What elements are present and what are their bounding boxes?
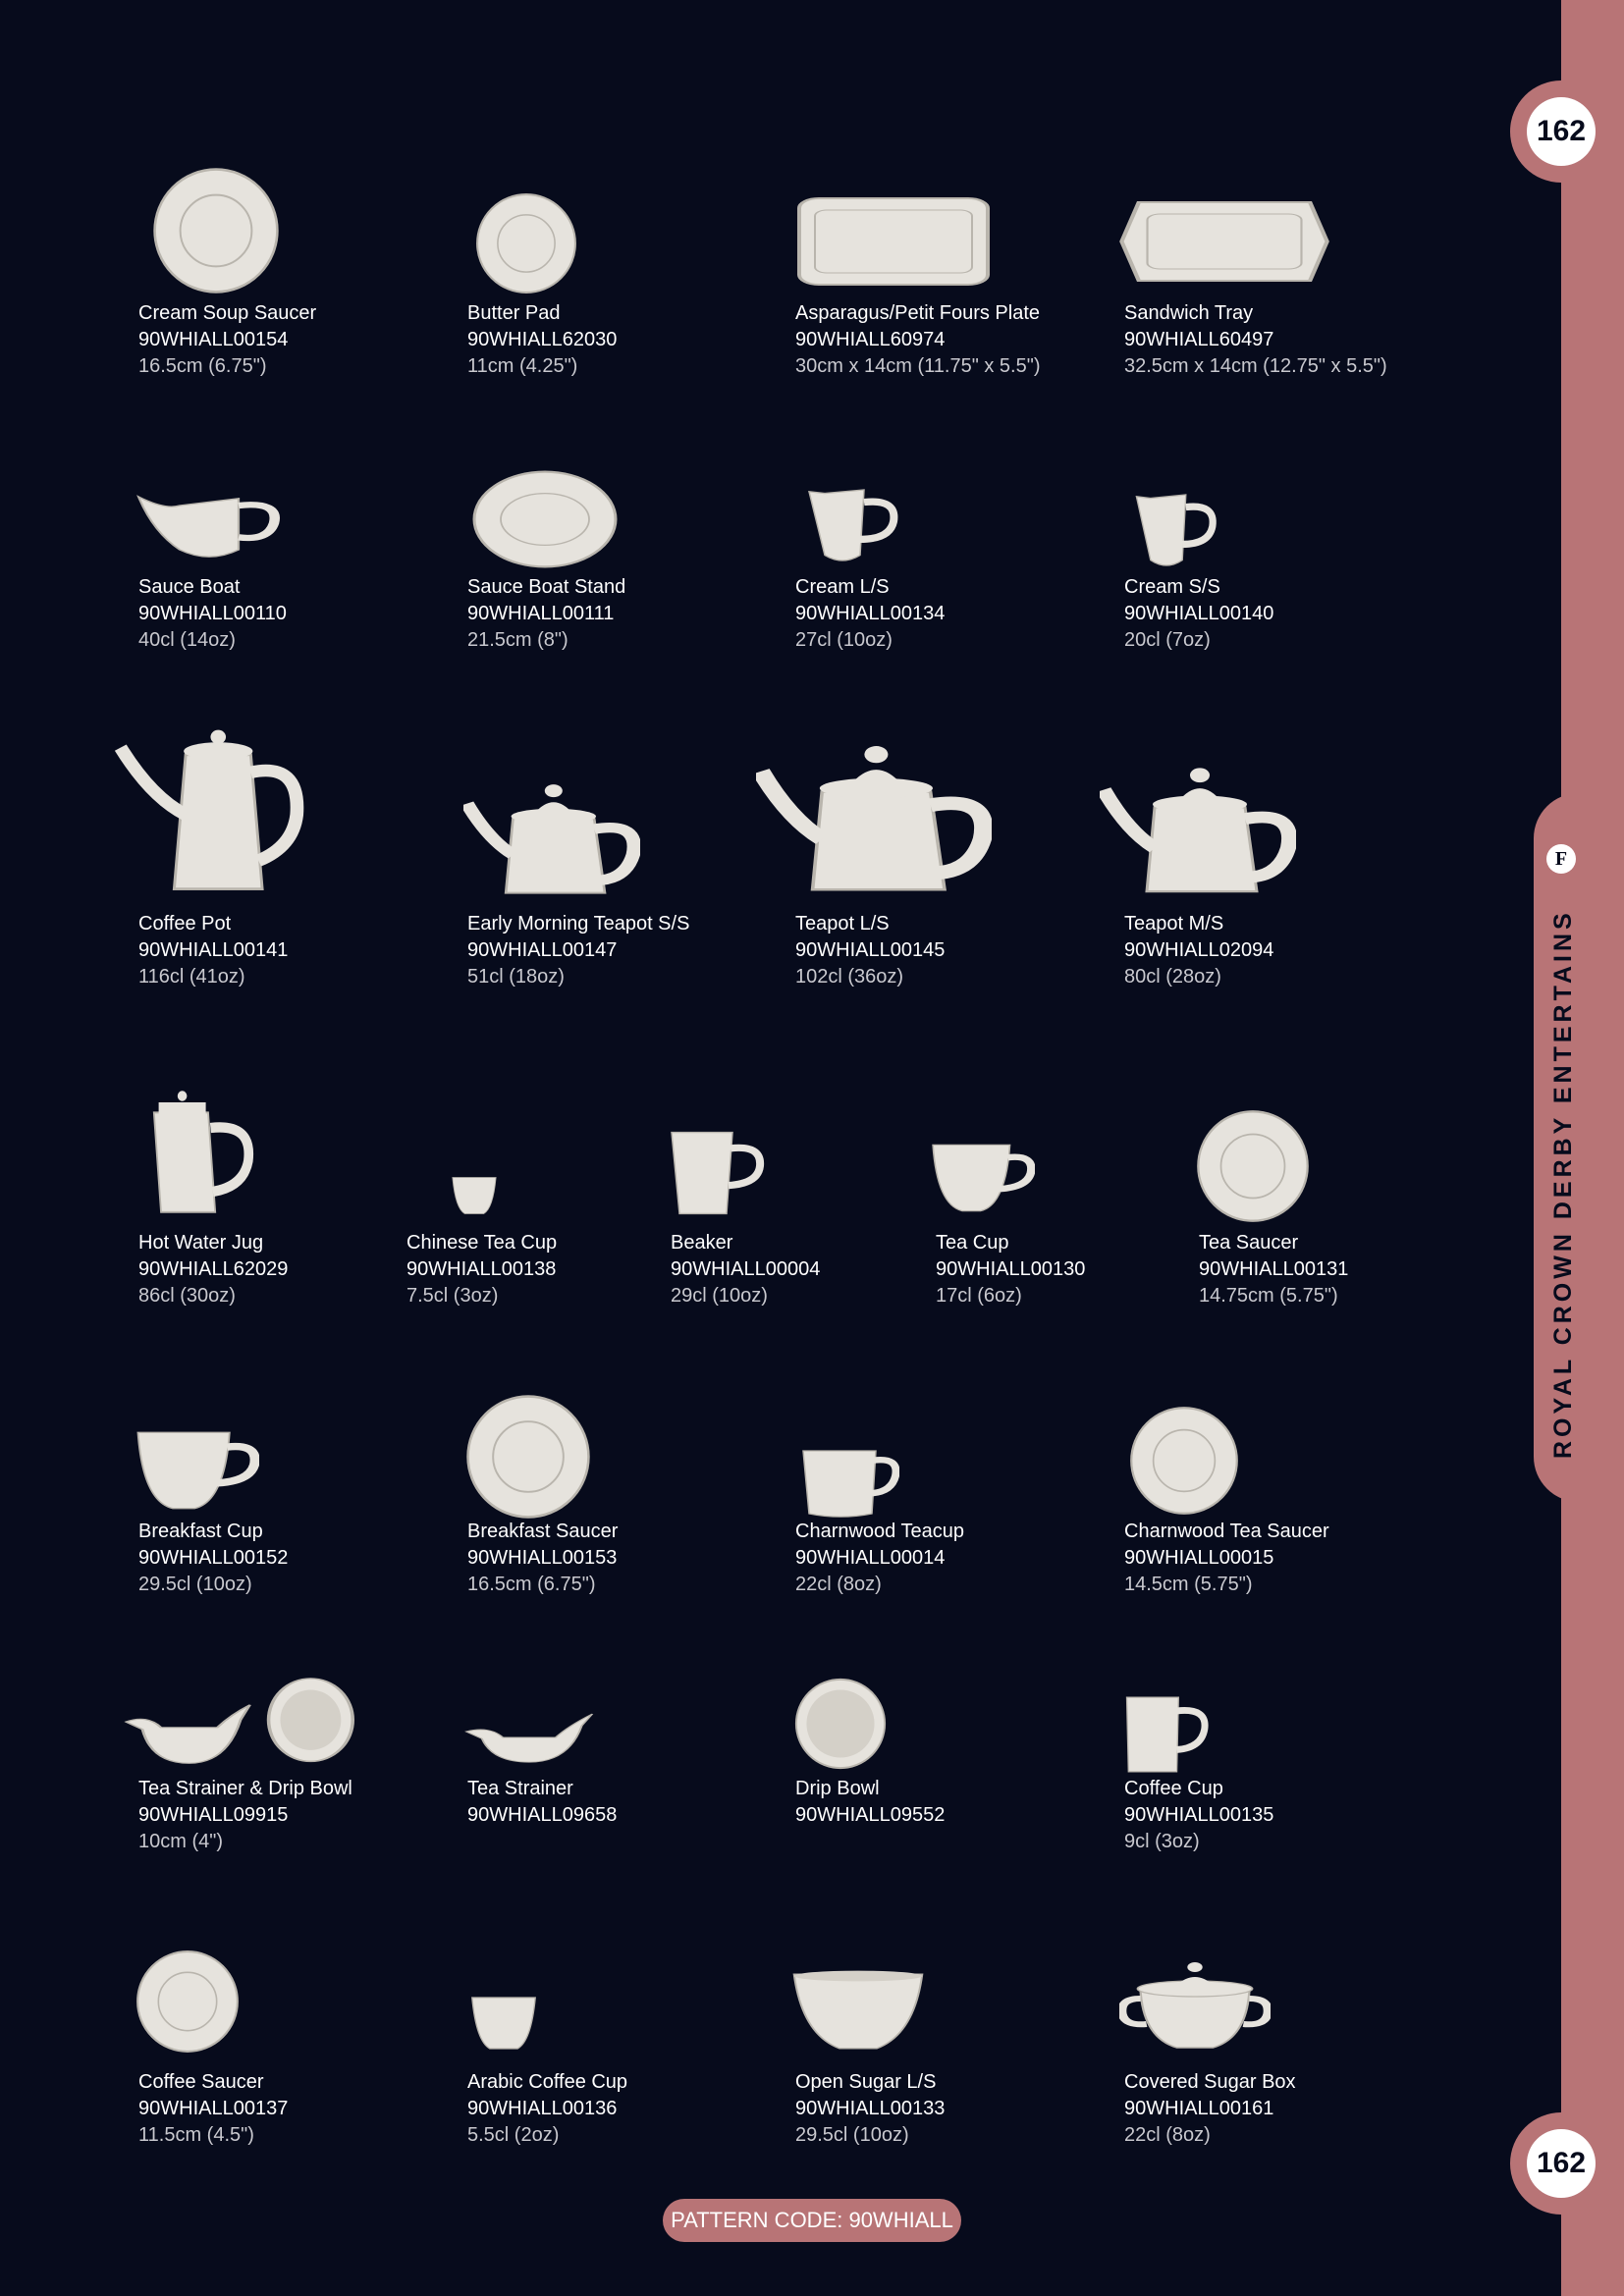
pattern-code-badge: PATTERN CODE: 90WHIALL (663, 2199, 961, 2242)
product-name: Butter Pad (467, 302, 561, 324)
product-name: Cream Soup Saucer (138, 302, 317, 324)
product-name: Sauce Boat (138, 576, 241, 598)
product-name: Early Morning Teapot S/S (467, 913, 690, 934)
strainer-icon (463, 1708, 595, 1767)
product-size: 9cl (3oz) (1124, 1831, 1200, 1852)
product-size: 116cl (41oz) (138, 966, 245, 988)
saucer-icon (465, 1394, 591, 1520)
product-size: 10cm (4") (138, 1831, 224, 1852)
product-size: 11.5cm (4.5") (138, 2124, 254, 2146)
product-code: 90WHIALL00110 (138, 603, 287, 624)
product-name: Cream S/S (1124, 576, 1220, 598)
product-name: Tea Strainer (467, 1778, 573, 1799)
product-size: 30cm x 14cm (11.75" x 5.5") (795, 355, 1041, 377)
product-size: 80cl (28oz) (1124, 966, 1221, 988)
product-size: 29.5cl (10oz) (138, 1574, 252, 1595)
product-name: Coffee Saucer (138, 2071, 264, 2093)
product-code: 90WHIALL00004 (671, 1258, 821, 1280)
rect-plate-icon (795, 192, 992, 291)
product-name: Coffee Cup (1124, 1778, 1223, 1799)
product-size: 40cl (14oz) (138, 629, 236, 651)
product-size: 29cl (10oz) (671, 1285, 768, 1307)
strainer-and-bowl-icon (124, 1677, 357, 1771)
small-plate-icon (475, 192, 577, 294)
product-code: 90WHIALL00145 (795, 939, 946, 961)
product-name: Beaker (671, 1232, 733, 1254)
drip-bowl-icon (793, 1677, 888, 1771)
product-code: 90WHIALL00135 (1124, 1804, 1274, 1826)
product-name: Open Sugar L/S (795, 2071, 937, 2093)
product-name: Arabic Coffee Cup (467, 2071, 628, 2093)
teapot-icon (463, 775, 640, 903)
product-code: 90WHIALL09658 (467, 1804, 618, 1826)
saucer-icon (152, 167, 280, 294)
sugar-box-icon (1119, 1955, 1271, 2054)
product-code: 90WHIALL60497 (1124, 329, 1274, 350)
product-code: 90WHIALL00133 (795, 2098, 946, 2119)
straight-cup-icon (801, 1443, 899, 1522)
tea-cup-icon (931, 1139, 1035, 1217)
sauce-boat-icon (135, 479, 283, 567)
product-code: 90WHIALL02094 (1124, 939, 1274, 961)
product-code: 90WHIALL62030 (467, 329, 618, 350)
product-size: 17cl (6oz) (936, 1285, 1022, 1307)
product-size: 22cl (8oz) (1124, 2124, 1211, 2146)
product-code: 90WHIALL00140 (1124, 603, 1274, 624)
product-code: 90WHIALL00154 (138, 329, 289, 350)
product-name: Covered Sugar Box (1124, 2071, 1296, 2093)
product-name: Tea Cup (936, 1232, 1009, 1254)
product-code: 90WHIALL00141 (138, 939, 289, 961)
product-name: Teapot L/S (795, 913, 890, 934)
creamer-icon (803, 481, 901, 569)
product-code: 90WHIALL62029 (138, 1258, 289, 1280)
product-name: Coffee Pot (138, 913, 232, 934)
product-code: 90WHIALL00161 (1124, 2098, 1274, 2119)
product-size: 7.5cl (3oz) (406, 1285, 499, 1307)
product-size: 14.75cm (5.75") (1199, 1285, 1338, 1307)
product-code: 90WHIALL00111 (467, 603, 615, 624)
product-size: 21.5cm (8") (467, 629, 568, 651)
product-code: 90WHIALL00153 (467, 1547, 618, 1569)
product-name: Tea Strainer & Drip Bowl (138, 1778, 352, 1799)
product-name: Charnwood Teacup (795, 1521, 964, 1542)
product-size: 86cl (30oz) (138, 1285, 236, 1307)
teapot-icon (756, 734, 992, 903)
oval-stand-icon (471, 465, 619, 573)
hot-water-jug-icon (137, 1090, 255, 1217)
open-bowl-icon (791, 1967, 925, 2056)
product-size: 51cl (18oz) (467, 966, 565, 988)
product-size: 20cl (7oz) (1124, 629, 1211, 651)
product-name: Chinese Tea Cup (406, 1232, 558, 1254)
product-name: Drip Bowl (795, 1778, 880, 1799)
section-label: ROYAL CROWN DERBY ENTERTAINS (1549, 909, 1577, 1459)
tea-cup-icon (135, 1425, 259, 1516)
product-code: 90WHIALL09915 (138, 1804, 289, 1826)
product-code: 90WHIALL00136 (467, 2098, 618, 2119)
tray-icon (1117, 192, 1331, 291)
product-name: Sandwich Tray (1124, 302, 1254, 324)
product-size: 29.5cl (10oz) (795, 2124, 909, 2146)
product-size: 14.5cm (5.75") (1124, 1574, 1253, 1595)
tiny-cup-icon (469, 1993, 538, 2054)
product-code: 90WHIALL00131 (1199, 1258, 1349, 1280)
product-size: 22cl (8oz) (795, 1574, 882, 1595)
product-code: 90WHIALL00152 (138, 1547, 289, 1569)
product-name: Cream L/S (795, 576, 890, 598)
coffee-can-icon (1123, 1692, 1210, 1777)
product-name: Hot Water Jug (138, 1232, 264, 1254)
product-name: Tea Saucer (1199, 1232, 1299, 1254)
product-name: Teapot M/S (1124, 913, 1224, 934)
product-code: 90WHIALL00147 (467, 939, 618, 961)
product-size: 16.5cm (6.75") (467, 1574, 596, 1595)
product-size: 102cl (36oz) (795, 966, 904, 988)
product-size: 27cl (10oz) (795, 629, 893, 651)
creamer-icon (1131, 486, 1219, 574)
product-name: Sauce Boat Stand (467, 576, 626, 598)
product-name: Breakfast Cup (138, 1521, 263, 1542)
product-code: 90WHIALL60974 (795, 329, 946, 350)
product-code: 90WHIALL00015 (1124, 1547, 1274, 1569)
product-code: 90WHIALL00130 (936, 1258, 1086, 1280)
product-size: 32.5cm x 14cm (12.75" x 5.5") (1124, 355, 1387, 377)
product-code: 90WHIALL09552 (795, 1804, 946, 1826)
saucer-icon (1129, 1406, 1239, 1516)
product-code: 90WHIALL00134 (795, 603, 946, 624)
product-name: Breakfast Saucer (467, 1521, 619, 1542)
saucer-icon (135, 1949, 240, 2054)
section-badge: F (1546, 844, 1576, 874)
page-number-bottom: 162 (1527, 2129, 1596, 2198)
saucer-icon (1196, 1109, 1310, 1223)
product-size: 11cm (4.25") (467, 355, 578, 377)
product-code: 90WHIALL00137 (138, 2098, 289, 2119)
product-size: 5.5cl (2oz) (467, 2124, 560, 2146)
product-size: 16.5cm (6.75") (138, 355, 267, 377)
page-number-top: 162 (1527, 97, 1596, 166)
coffee-pot-icon (113, 726, 304, 903)
beaker-icon (668, 1129, 766, 1217)
section-tab[interactable] (1534, 793, 1624, 1502)
tiny-cup-icon (451, 1174, 498, 1217)
product-name: Charnwood Tea Saucer (1124, 1521, 1329, 1542)
product-code: 90WHIALL00014 (795, 1547, 946, 1569)
product-name: Asparagus/Petit Fours Plate (795, 302, 1041, 324)
product-code: 90WHIALL00138 (406, 1258, 557, 1280)
teapot-icon (1100, 758, 1296, 903)
